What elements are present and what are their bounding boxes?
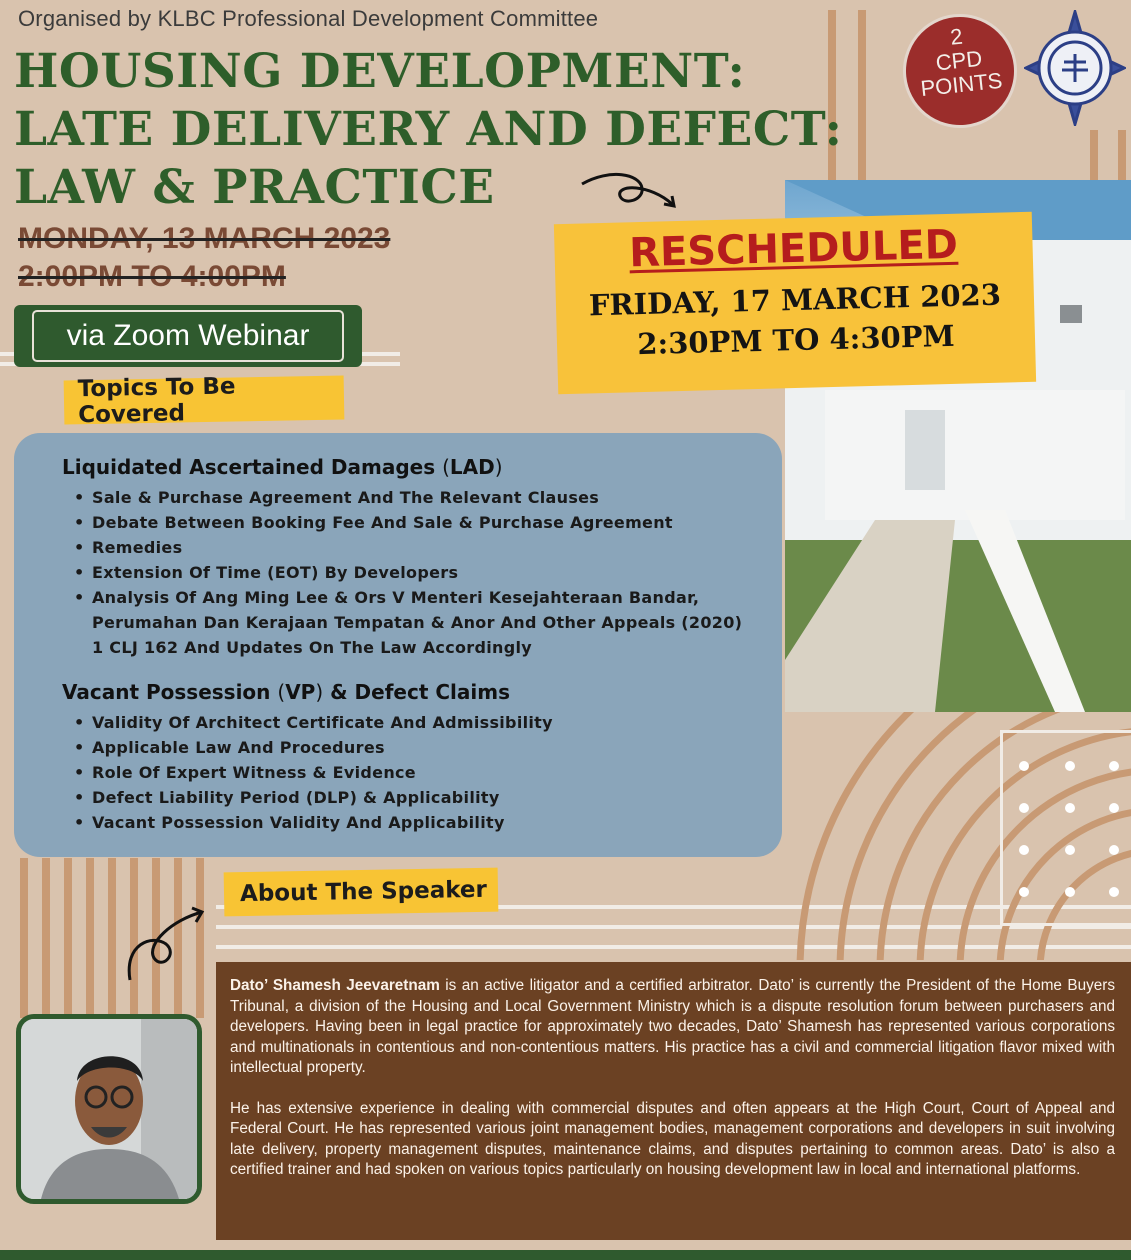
speaker-name: Dato’ Shamesh Jeevaretnam <box>230 977 440 994</box>
cpd-number: 2 <box>948 23 964 50</box>
decor-stripe <box>20 858 28 1018</box>
original-date: MONDAY, 13 MARCH 2023 <box>18 222 391 255</box>
section-lad-abbr: LAD <box>449 455 495 479</box>
topics-card <box>14 433 782 857</box>
speaker-heading: About The Speaker <box>224 868 499 917</box>
decor-stripe <box>108 858 116 1018</box>
rescheduled-banner <box>554 212 1036 394</box>
curly-arrow-icon <box>580 166 680 216</box>
list-item: • Vacant Possession Validity And Applicability <box>74 810 782 835</box>
speaker-bio <box>216 962 1131 1240</box>
list-item: • Sale & Purchase Agreement And The Relevant Clauses <box>74 485 782 510</box>
original-time: 2:00PM TO 4:00PM <box>18 260 286 293</box>
rescheduled-date: FRIDAY, 17 MARCH 2023 <box>588 277 1002 323</box>
bio-paragraph-2: He has extensive experience in dealing with commercial disputes and often appears at the High Court, Court of Appeal and Federal Court. He has represented various joint management bodies, management corporations and developers in suit involving late delivery, property management disputes, maintenance claims, and disputes pertaining to common areas. Dato’ is also a certified trainer and had spoken on various topics particularly on housing development law in local and international platforms. <box>230 1099 1115 1178</box>
list-item: • Role Of Expert Witness & Evidence <box>74 760 782 785</box>
rescheduled-time: 2:30PM TO 4:30PM <box>636 318 956 362</box>
venue-text: via Zoom Webinar <box>32 310 344 362</box>
bio-p1-text: is an active litigator and a certified arbitrator. Dato’ is currently the President of the Home Buyers Tribunal, a division of the Housing and Local Government Ministry which is a dispute resolution forum between purchasers and developers. Having been in legal practice for approximately two decades, Dato’ Shamesh has represented various corporations and multinationals in contentious and non-contentious matters. His practice has a civil and commercial litigation flavor mixed with intellectual property. <box>230 977 1115 1076</box>
title-line-3: LAW & PRACTICE <box>14 160 495 215</box>
cpd-line1: CPD <box>934 45 984 76</box>
lad-topic-list <box>62 485 782 660</box>
section-vp-heading: Vacant Possession (VP) & Defect Claims <box>62 680 510 704</box>
topics-heading: Topics To Be Covered <box>64 376 345 425</box>
bar-malaysia-seal-icon <box>1024 10 1126 126</box>
list-item: • Remedies <box>74 535 782 560</box>
section-lad-heading: Liquidated Ascertained Damages (LAD) <box>62 455 503 479</box>
vp-topic-list <box>62 710 782 835</box>
decor-stripe <box>64 858 72 1018</box>
organiser-text: Organised by KLBC Professional Development Committee <box>18 6 599 31</box>
title-line-1: HOUSING DEVELOPMENT: <box>14 44 746 99</box>
list-item: • Analysis Of Ang Ming Lee & Ors V Menteri Kesejahteraan Bandar, Perumahan Dan Kerajaan Tempatan & Anor And Other Appeals (2020) 1 CLJ 162 And Updates On The Law Accordingly <box>74 585 754 660</box>
cpd-line2: POINTS <box>919 67 1004 102</box>
cpd-points-badge <box>897 8 1022 133</box>
decor-stripe <box>86 858 94 1018</box>
title-line-2: LATE DELIVERY AND DEFECT: <box>14 102 843 157</box>
bio-paragraph-1 <box>230 976 1115 1079</box>
section-vp-suffix: & Defect Claims <box>330 680 510 704</box>
decor-dot-frame <box>1000 730 1131 926</box>
rescheduled-label: RESCHEDULED <box>628 221 959 277</box>
list-item: • Debate Between Booking Fee And Sale & Purchase Agreement <box>74 510 782 535</box>
section-vp-title: Vacant Possession <box>62 680 271 704</box>
section-vp-abbr: VP <box>285 680 316 704</box>
section-lad-title: Liquidated Ascertained Damages <box>62 455 436 479</box>
curly-arrow-icon <box>122 904 208 984</box>
speaker-photo <box>16 1014 202 1204</box>
list-item: • Extension Of Time (EOT) By Developers <box>74 560 782 585</box>
venue-badge <box>14 305 362 367</box>
decor-stripe <box>42 858 50 1018</box>
list-item: • Defect Liability Period (DLP) & Applicability <box>74 785 782 810</box>
list-item: • Validity Of Architect Certificate And Admissibility <box>74 710 782 735</box>
list-item: • Applicable Law And Procedures <box>74 735 782 760</box>
bottom-bar <box>0 1250 1131 1260</box>
